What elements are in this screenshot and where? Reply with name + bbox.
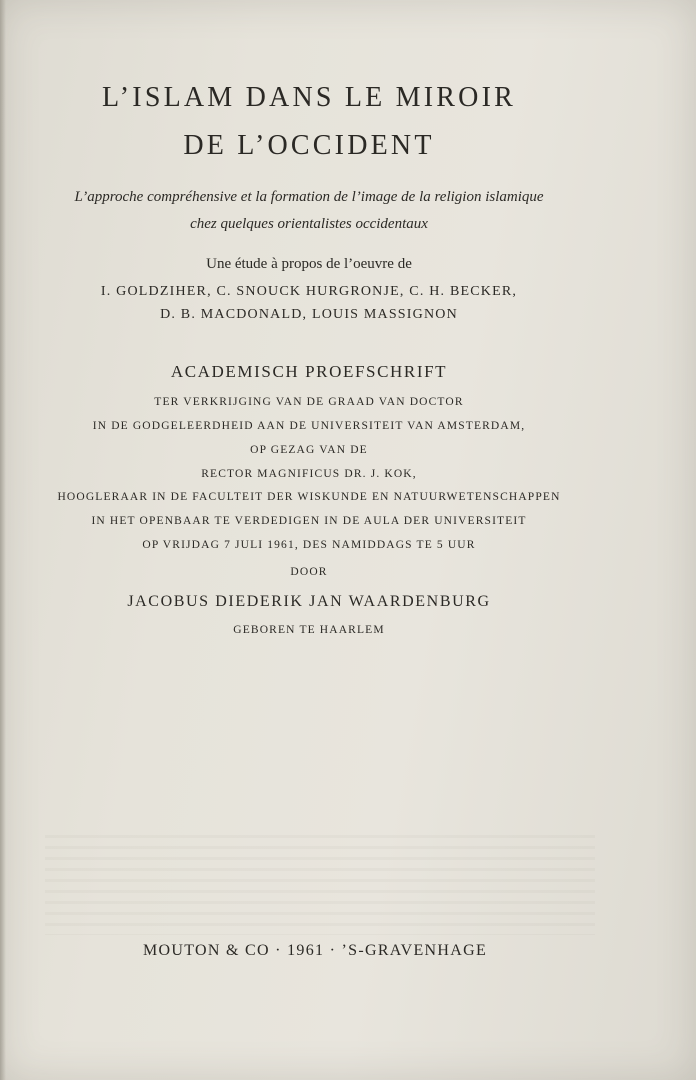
authors-line-2: D. B. MACDONALD, LOUIS MASSIGNON bbox=[160, 307, 458, 322]
title-line-1: L’ISLAM DANS LE MIROIR bbox=[102, 82, 516, 113]
thesis-line: RECTOR MAGNIFICUS DR. J. KOK, bbox=[201, 468, 417, 480]
thesis-line: IN HET OPENBAAR TE VERDEDIGEN IN DE AULA DER UNIVERSITEIT bbox=[91, 515, 527, 527]
thesis-heading: ACADEMISCH PROEFSCHRIFT bbox=[170, 362, 448, 381]
author-name: JACOBUS DIEDERIK JAN WAARDENBURG bbox=[127, 593, 491, 610]
study-intro: Une étude à propos de l’oeuvre de bbox=[206, 256, 412, 272]
author-birthplace: GEBOREN TE HAARLEM bbox=[233, 624, 385, 636]
authors-line-1: I. GOLDZIHER, C. SNOUCK HURGRONJE, C. H. BECKER, bbox=[100, 284, 518, 299]
thesis-line: IN DE GODGELEERDHEID AAN DE UNIVERSITEIT VAN AMSTERDAM, bbox=[92, 420, 526, 432]
show-through-text bbox=[45, 835, 595, 935]
thesis-by: DOOR bbox=[290, 566, 328, 578]
publisher-imprint: MOUTON & CO · 1961 · ’S-GRAVENHAGE bbox=[142, 942, 488, 959]
thesis-line: HOOGLERAAR IN DE FACULTEIT DER WISKUNDE EN NATUURWETENSCHAPPEN bbox=[57, 491, 561, 503]
subtitle-line-1: L’approche compréhensive et la formation de l’image de la religion islamique bbox=[74, 189, 544, 205]
thesis-line: OP VRIJDAG 7 JULI 1961, DES NAMIDDAGS TE 5 UUR bbox=[142, 539, 476, 551]
thesis-line: TER VERKRIJGING VAN DE GRAAD VAN DOCTOR bbox=[154, 396, 464, 408]
title-line-2: DE L’OCCIDENT bbox=[183, 130, 435, 161]
subtitle-line-2: chez quelques orientalistes occidentaux bbox=[190, 216, 428, 232]
thesis-line: OP GEZAG VAN DE bbox=[250, 444, 368, 456]
